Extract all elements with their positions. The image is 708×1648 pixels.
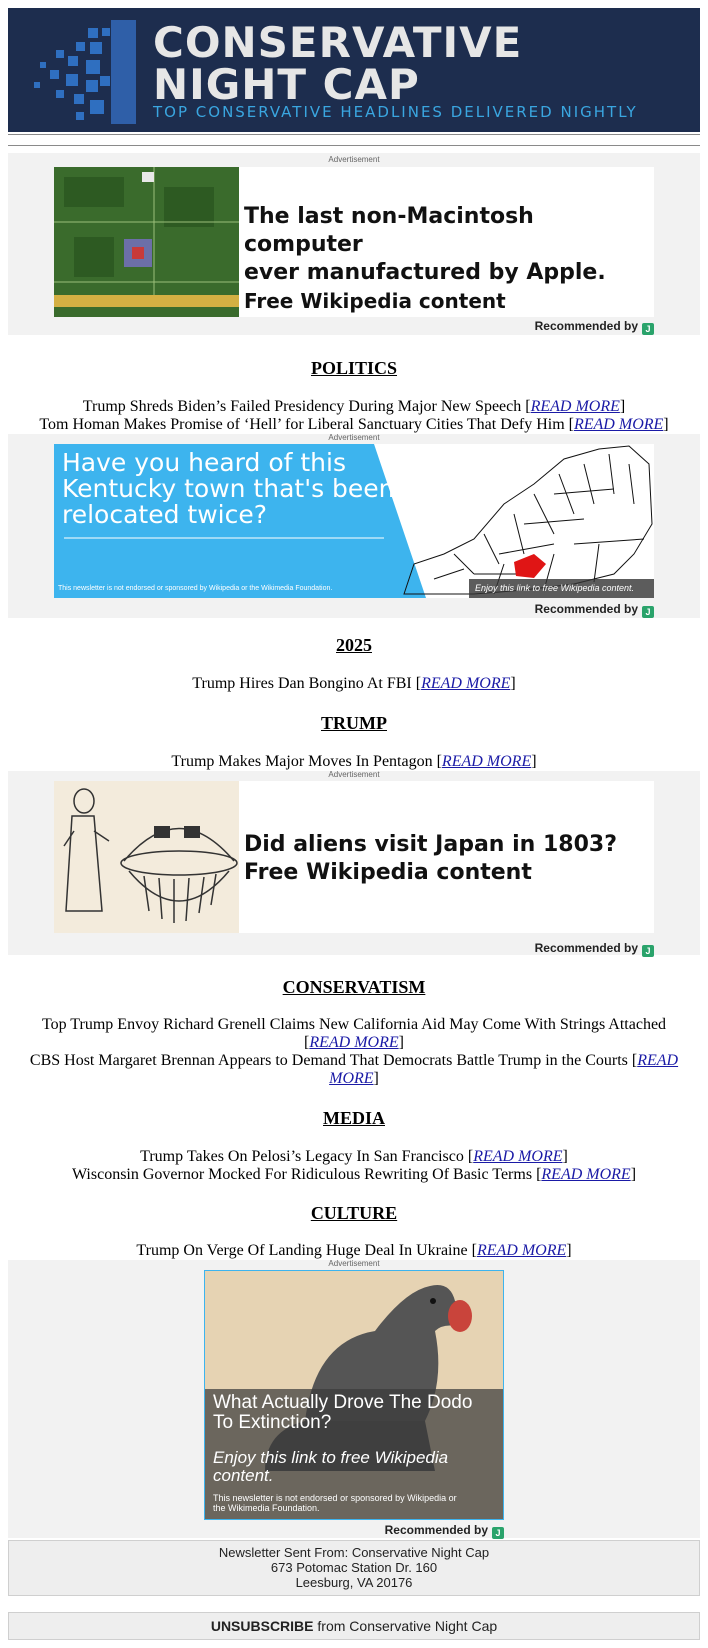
ufo-woodcut-image: [54, 781, 239, 933]
headline: Trump Makes Major Moves In Pentagon [READ MORE]: [171, 753, 537, 770]
ad-card-2[interactable]: [54, 444, 654, 598]
read-more-link[interactable]: READ MORE: [329, 1052, 679, 1087]
jeeng-logo-icon: J: [492, 1527, 504, 1539]
footer-line: 673 Potomac Station Dr. 160: [270, 1560, 438, 1575]
recommended-by[interactable]: Recommended by J: [535, 941, 654, 957]
ad-headline: Did aliens visit Japan in 1803? Free Wikipedia content: [244, 832, 617, 885]
read-more-link[interactable]: READ MORE: [530, 398, 620, 415]
ad-headline: Have you heard of this Kentucky town that's been relocated twice?: [62, 448, 395, 529]
read-more-link[interactable]: READ MORE: [441, 753, 532, 770]
ad-block-3: [8, 771, 700, 955]
headline: Wisconsin Governor Mocked For Ridiculous Rewriting Of Basic Terms [READ MORE]: [71, 1166, 637, 1183]
section-title-media: MEDIA: [323, 1108, 385, 1128]
headline: Trump On Verge Of Landing Huge Deal In Ukraine [READ MORE]: [136, 1242, 572, 1259]
jeeng-logo-icon: J: [642, 945, 654, 957]
banner-title-line1: CONSERVATIVE: [153, 18, 523, 67]
ad-block-2: [8, 434, 700, 618]
ad-card-4[interactable]: [204, 1270, 504, 1520]
section-title-conservatism: CONSERVATISM: [282, 977, 426, 997]
ad-label: Advertisement: [328, 770, 380, 779]
section-title-politics: POLITICS: [310, 358, 398, 378]
jeeng-logo-icon: J: [642, 323, 654, 335]
jeeng-logo-icon: J: [642, 606, 654, 618]
pixel-logo-icon: [26, 20, 136, 124]
read-more-link[interactable]: READ MORE: [421, 675, 511, 692]
circuit-board-image: [54, 167, 239, 317]
headline: Tom Homan Makes Promise of ‘Hell’ for Liberal Sanctuary Cities That Defy Him [READ MORE]: [39, 416, 669, 433]
ad-disclaimer: This newsletter is not endorsed or sponsored by Wikipedia or the Wikimedia Foundation.: [58, 585, 333, 592]
headline: Trump Takes On Pelosi’s Legacy In San Francisco [READ MORE]: [140, 1148, 568, 1165]
section-title-culture: CULTURE: [310, 1203, 398, 1223]
section-title-trump: TRUMP: [321, 713, 387, 733]
banner-tagline: TOP CONSERVATIVE HEADLINES DELIVERED NIGHTLY: [153, 103, 638, 121]
recommended-by[interactable]: Recommended by J: [535, 602, 654, 618]
ad-label: Advertisement: [328, 433, 380, 442]
banner-title-line2: NIGHT CAP: [153, 60, 420, 109]
headline: Trump Hires Dan Bongino At FBI [READ MORE]: [192, 675, 516, 692]
read-more-link[interactable]: READ MORE: [473, 1148, 563, 1165]
unsubscribe-link[interactable]: UNSUBSCRIBE: [210, 1618, 314, 1634]
headline: CBS Host Margaret Brennan Appears to Demand That Democrats Battle Trump in the Courts [READ MORE]: [29, 1052, 679, 1087]
footer-line: Leesburg, VA 20176: [295, 1575, 413, 1590]
ad-headline: What Actually Drove The Dodo To Extinction?: [213, 1392, 473, 1433]
recommended-by[interactable]: Recommended by J: [535, 319, 654, 335]
ad-map-caption: Enjoy this link to free Wikipedia content.: [475, 583, 634, 593]
read-more-link[interactable]: READ MORE: [573, 416, 664, 433]
headline: Trump Shreds Biden’s Failed Presidency During Major New Speech [READ MORE]: [82, 398, 626, 415]
recommended-by[interactable]: Recommended by J: [385, 1523, 504, 1539]
section-title-2025: 2025: [336, 635, 372, 655]
ad-card-3[interactable]: [54, 781, 654, 933]
footer-address: [8, 1540, 700, 1596]
ad-headline: The last non-Macintosh computer ever manufactured by Apple. Free Wikipedia content: [244, 204, 606, 313]
headline: Top Trump Envoy Richard Grenell Claims New California Aid May Come With Strings Attached [READ MORE]: [41, 1016, 667, 1051]
read-more-link[interactable]: READ MORE: [541, 1166, 631, 1183]
read-more-link[interactable]: READ MORE: [309, 1034, 399, 1051]
read-more-link[interactable]: READ MORE: [476, 1242, 567, 1259]
ad-label: Advertisement: [328, 155, 380, 164]
ad-label: Advertisement: [328, 1259, 380, 1268]
footer-line: Newsletter Sent From: Conservative Night Cap: [218, 1545, 490, 1560]
unsubscribe-bar: [8, 1612, 700, 1640]
ad-card-1[interactable]: [54, 167, 654, 317]
unsubscribe-suffix: from Conservative Night Cap: [317, 1618, 498, 1634]
ad-block-1: [8, 153, 700, 335]
ad-block-4: [8, 1260, 700, 1538]
divider: [8, 145, 700, 146]
header-banner[interactable]: [8, 8, 700, 132]
ad-subheadline: Enjoy this link to free Wikipedia content.: [213, 1448, 449, 1485]
divider: [8, 134, 700, 135]
ad-disclaimer: This newsletter is not endorsed or sponsored by Wikipedia or the Wikimedia Foundation.: [213, 1493, 457, 1513]
